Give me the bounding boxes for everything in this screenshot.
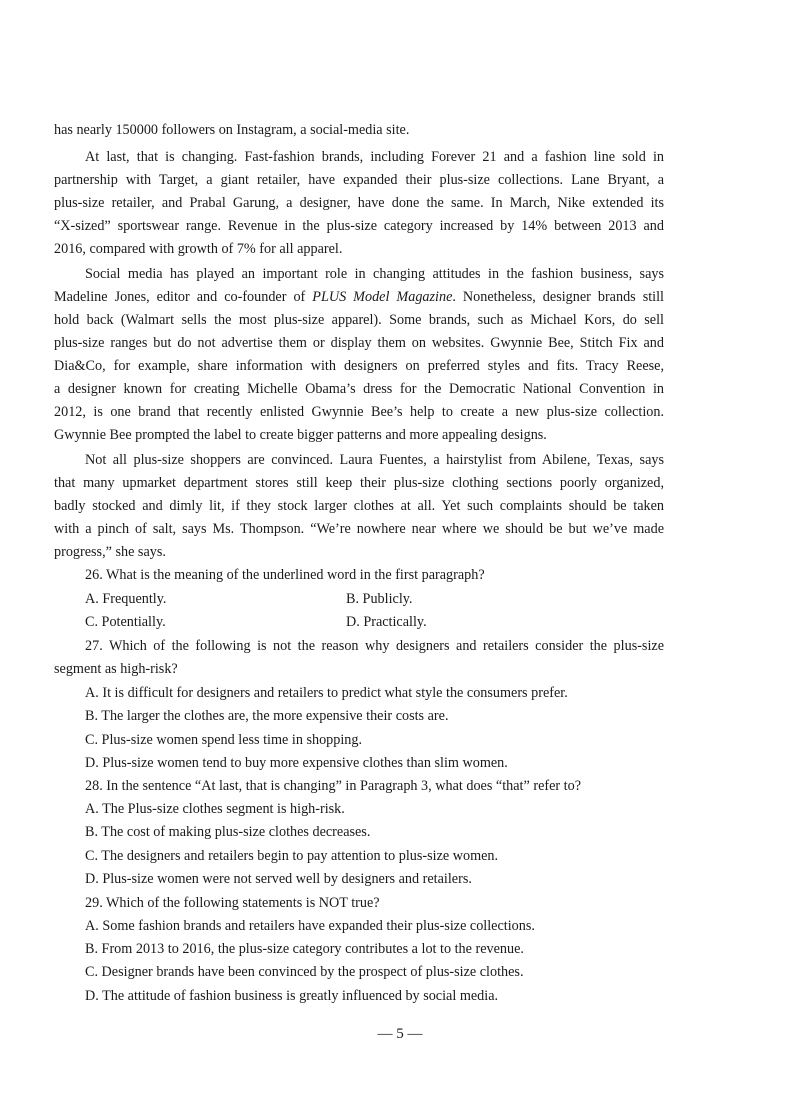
paragraph-line: 2012, is one brand that recently enlisted Gwynnie Bee’s help to create a new plus-size collection. <box>54 404 664 420</box>
question-29-stem: 29. Which of the following statements is NOT true? <box>85 895 380 911</box>
option-c: C. Plus-size women spend less time in shopping. <box>85 732 363 748</box>
option-b: B. Publicly. <box>346 591 413 607</box>
option-b: B. From 2013 to 2016, the plus-size category contributes a lot to the revenue. <box>85 941 524 957</box>
question-26-options-row-2 <box>85 612 664 632</box>
option-a: A. Some fashion brands and retailers have expanded their plus-size collections. <box>85 918 535 934</box>
option-b: B. The larger the clothes are, the more expensive their costs are. <box>85 708 449 724</box>
option-b: B. The cost of making plus-size clothes decreases. <box>85 824 371 840</box>
option-a: A. The Plus-size clothes segment is high-risk. <box>85 801 345 817</box>
question-26-options-row-1 <box>85 589 664 609</box>
option-c: C. Designer brands have been convinced by the prospect of plus-size clothes. <box>85 964 524 980</box>
paragraph-line: partnership with Target, a giant retailer, have expanded their plus-size collections. Lane Bryant, a <box>54 172 664 188</box>
option-c: C. Potentially. <box>85 614 166 630</box>
paragraph-line: 2016, compared with growth of 7% for all apparel. <box>54 241 343 257</box>
page-number: — 5 — <box>377 1026 423 1042</box>
paragraph-line: a designer known for creating Michelle Obama’s dress for the Democratic National Convention in <box>54 381 664 397</box>
paragraph-line: Dia&Co, for example, share information with designers on preferred styles and fits. Tracy Reese, <box>54 358 664 374</box>
magazine-title: PLUS Model Magazine <box>312 289 453 305</box>
option-d: D. Plus-size women were not served well by designers and retailers. <box>85 871 472 887</box>
paragraph-line: “X-sized” sportswear range. Revenue in the plus-size category increased by 14% between 2013 and <box>54 218 664 234</box>
option-a: A. Frequently. <box>85 591 167 607</box>
paragraph-line: plus-size retailer, and Prabal Garung, a designer, have done the same. In March, Nike extended its <box>54 195 664 211</box>
paragraph-line: Social media has played an important role in changing attitudes in the fashion business, says <box>85 266 664 282</box>
option-d: D. Plus-size women tend to buy more expensive clothes than slim women. <box>85 755 508 771</box>
paragraph-line: hold back (Walmart sells the most plus-size apparel). Some brands, such as Michael Kors, do sell <box>54 312 664 328</box>
paragraph-line: Not all plus-size shoppers are convinced. Laura Fuentes, a hairstylist from Abilene, Texas, says <box>85 452 664 468</box>
option-d: D. Practically. <box>346 614 427 630</box>
paragraph-line: At last, that is changing. Fast-fashion brands, including Forever 21 and a fashion line sold in <box>85 149 664 165</box>
paragraph-line: that many upmarket department stores still keep their plus-size clothing sections poorly organized, <box>54 475 664 491</box>
option-d: D. The attitude of fashion business is greatly influenced by social media. <box>85 988 499 1004</box>
option-c: C. The designers and retailers begin to pay attention to plus-size women. <box>85 848 499 864</box>
paragraph-line: Gwynnie Bee prompted the label to create bigger patterns and more appealing designs. <box>54 427 547 443</box>
question-28-stem: 28. In the sentence “At last, that is changing” in Paragraph 3, what does “that” refer to? <box>85 778 581 794</box>
paragraph-line: has nearly 150000 followers on Instagram, a social-media site. <box>54 122 410 138</box>
paragraph-line: Madeline Jones, editor and co-founder of PLUS Model Magazine. Nonetheless, designer brands still <box>54 289 664 305</box>
question-27-stem-cont: segment as high-risk? <box>54 661 178 677</box>
paragraph-line: plus-size ranges but do not advertise them or display them on websites. Gwynnie Bee, Stitch Fix and <box>54 335 664 351</box>
question-26-stem: 26. What is the meaning of the underlined word in the first paragraph? <box>85 567 485 583</box>
paragraph-line: badly stocked and dimly lit, if they stock larger clothes at all. Yet such complaints should be taken <box>54 498 664 514</box>
option-a: A. It is difficult for designers and retailers to predict what style the consumers prefer. <box>85 685 568 701</box>
question-27-stem: 27. Which of the following is not the reason why designers and retailers consider the plus-size <box>85 638 664 654</box>
paragraph-line: progress,” she says. <box>54 544 166 560</box>
paragraph-line: with a pinch of salt, says Ms. Thompson. “We’re nowhere near where we should be but we’ve made <box>54 521 664 537</box>
